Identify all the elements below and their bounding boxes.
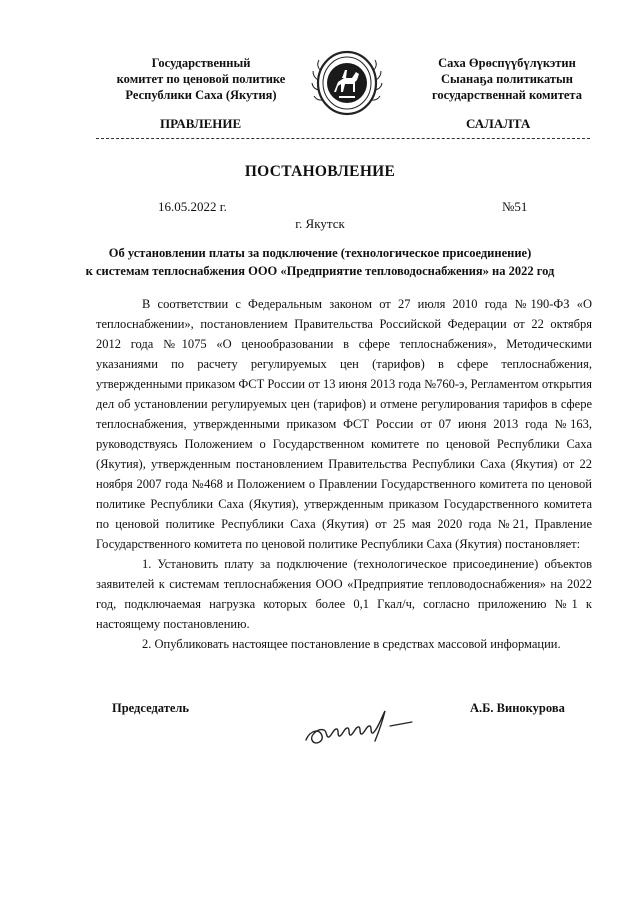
signatory-name: А.Б. Винокурова xyxy=(470,701,565,715)
department-right: САЛАЛТА xyxy=(466,116,531,131)
title-line: Об установлении платы за подключение (технологическое присоединение) xyxy=(108,246,532,260)
sakha-republic-emblem-icon xyxy=(302,50,392,116)
document-body xyxy=(96,294,592,654)
header-right-line: Саха Өрөспүүбүлүкэтин xyxy=(438,56,576,70)
document-city: г. Якутск xyxy=(295,216,345,231)
department-left: ПРАВЛЕНИЕ xyxy=(160,116,242,131)
body-paragraph: 2. Опубликовать настоящее постановление в средствах массовой информации. xyxy=(142,637,561,651)
header-divider xyxy=(96,138,590,139)
title-line: к системам теплоснабжения ООО «Предприятие тепловодоснабжения» на 2022 год xyxy=(85,264,555,278)
header-left-org xyxy=(96,55,306,103)
document-type: ПОСТАНОВЛЕНИЕ xyxy=(244,163,396,180)
header-right-line: государственнай комитета xyxy=(432,88,582,102)
header-right-line: Сыанаҕа политикатын xyxy=(441,72,573,86)
document-title xyxy=(60,244,580,280)
header-right-org xyxy=(402,55,612,103)
handwritten-signature-icon xyxy=(300,706,420,752)
document-date: 16.05.2022 г. xyxy=(158,199,227,214)
header-left-line: Республики Саха (Якутия) xyxy=(125,88,277,102)
body-paragraph: В соответствии с Федеральным законом от 27 июля 2010 года №190-ФЗ «О теплоснабжении», постановлением Правительства Российской Федерации от 22 октября 2012 года №1075 «О ценообразовании в сфере теплоснабжения», Методическими указаниями по расчету регулируемых цен (тарифов) в сфере теплоснабжения, утвержденными приказом ФСТ России от 13 июня 2013 года №760-э, Регламентом открытия дел об установлении регулируемых цен (тарифов) и отмене регулирования тарифов в сфере теплоснабжения, утвержденными приказом ФСТ России от 07 июня 2013 года №163, руководствуясь Положением о Государственном комитете по ценовой Республики Саха (Якутия), утвержденным постановлением Правительства Республики Саха (Якутия) от 22 ноября 2007 года №468 и Положением о Правлении Государственного комитета по ценовой политике Республики Саха (Якутия), утвержденным приказом Государственного комитета по ценовой политике Республики Саха (Якутия) от 25 мая 2020 года №21, Правление Государственного комитета по ценовой политике Республики Саха (Якутия) постановляет: xyxy=(96,297,592,551)
body-paragraph: 1. Установить плату за подключение (технологическое присоединение) объектов заявителей к системам теплоснабжения ООО «Предприятие тепловодоснабжения» на 2022 год, подключаемая нагрузка которых более 0,1 Гкал/ч, согласно приложению №1 к настоящему постановлению. xyxy=(96,557,592,631)
document-number: №51 xyxy=(502,199,528,214)
header-left-line: Государственный xyxy=(151,56,251,70)
signatory-role: Председатель xyxy=(112,701,190,715)
header-left-line: комитет по ценовой политике xyxy=(116,72,286,86)
